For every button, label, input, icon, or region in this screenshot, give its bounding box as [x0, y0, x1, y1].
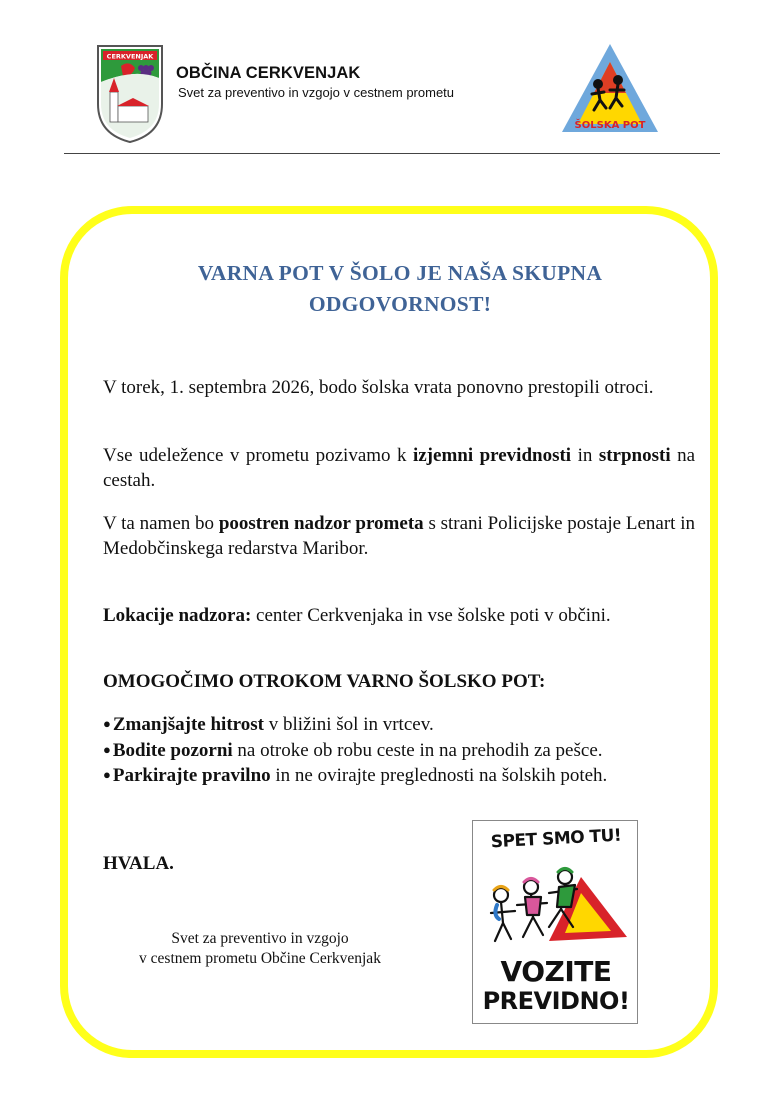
paragraph-appeal: [103, 444, 695, 493]
school-route-logo-icon: [558, 40, 662, 136]
signature-line-1: Svet za preventivo in vzgojo: [171, 930, 349, 947]
enforcement-text-1: V ta namen bo: [103, 513, 215, 534]
list-item-bold: Parkirajte pravilno: [112, 765, 271, 786]
appeal-bold-2: strpnosti: [598, 445, 671, 466]
list-item-text: in ne ovirajte preglednosti na šolskih poteh.: [275, 765, 608, 786]
thanks-text: HVALA.: [103, 853, 174, 874]
drive-carefully-poster: [472, 820, 638, 1024]
safety-list: [103, 712, 695, 789]
signature-line-2: v cestnem prometu Občine Cerkvenjak: [139, 950, 381, 967]
paragraph-start-date: V torek, 1. septembra 2026, bodo šolska vrata ponovno prestopili otroci.: [103, 377, 654, 398]
locations-text: center Cerkvenjaka in vse šolske poti v občini.: [256, 605, 611, 626]
poster-bottom-line-2: PREVIDNO!: [482, 987, 630, 1015]
municipality-crest-icon: [95, 42, 165, 144]
bullet-icon: ●: [103, 716, 111, 731]
bullet-icon: ●: [103, 767, 111, 782]
list-item-text: na otroke ob robu ceste in na prehodih za pešce.: [237, 739, 603, 761]
title-line-2: ODGOVORNOST!: [308, 292, 492, 316]
letterhead: [0, 0, 778, 160]
list-item-bold: Zmanjšajte hitrost: [112, 714, 264, 735]
signature: [100, 929, 420, 969]
crest-label: CERKVENJAK: [106, 52, 154, 61]
poster-bottom-line-1: VOZITE: [500, 955, 612, 988]
council-name: Svet za preventivo in vzgojo v cestnem prometu: [178, 85, 455, 100]
title-line-1: VARNA POT V ŠOLO JE NAŠA SKUPNA: [197, 261, 603, 285]
list-item: [103, 763, 623, 789]
list-item-bold: Bodite pozorni: [112, 739, 233, 761]
appeal-text-3: na cestah.: [103, 445, 696, 491]
enforcement-text-2: s strani Policijske postaje Lenart in Medobčinskega redarstva Maribor.: [103, 513, 696, 559]
appeal-bold-1: izjemni previdnosti: [412, 445, 572, 466]
header-divider: [64, 153, 720, 154]
municipality-name: OBČINA CERKVENJAK: [176, 64, 361, 82]
poster-top-text: SPET SMO TU!: [490, 825, 622, 853]
school-logo-text: ŠOLSKA POT: [574, 120, 646, 131]
list-item: [103, 738, 695, 764]
paragraph-locations: [103, 604, 695, 629]
appeal-text-1: Vse udeležence v prometu pozivamo k: [103, 445, 407, 466]
bullet-icon: ●: [103, 741, 111, 757]
appeal-text-2: in: [577, 445, 593, 466]
children-crossing-icon: [479, 857, 633, 955]
enforcement-bold: poostren nadzor prometa: [218, 513, 424, 534]
notice-title: [100, 258, 700, 320]
safety-heading: OMOGOČIMO OTROKOM VARNO ŠOLSKO POT:: [103, 671, 546, 692]
list-item: [103, 712, 695, 738]
list-item-text: v bližini šol in vrtcev.: [268, 714, 434, 735]
paragraph-enforcement: [103, 512, 695, 561]
locations-label: Lokacije nadzora:: [103, 605, 252, 626]
